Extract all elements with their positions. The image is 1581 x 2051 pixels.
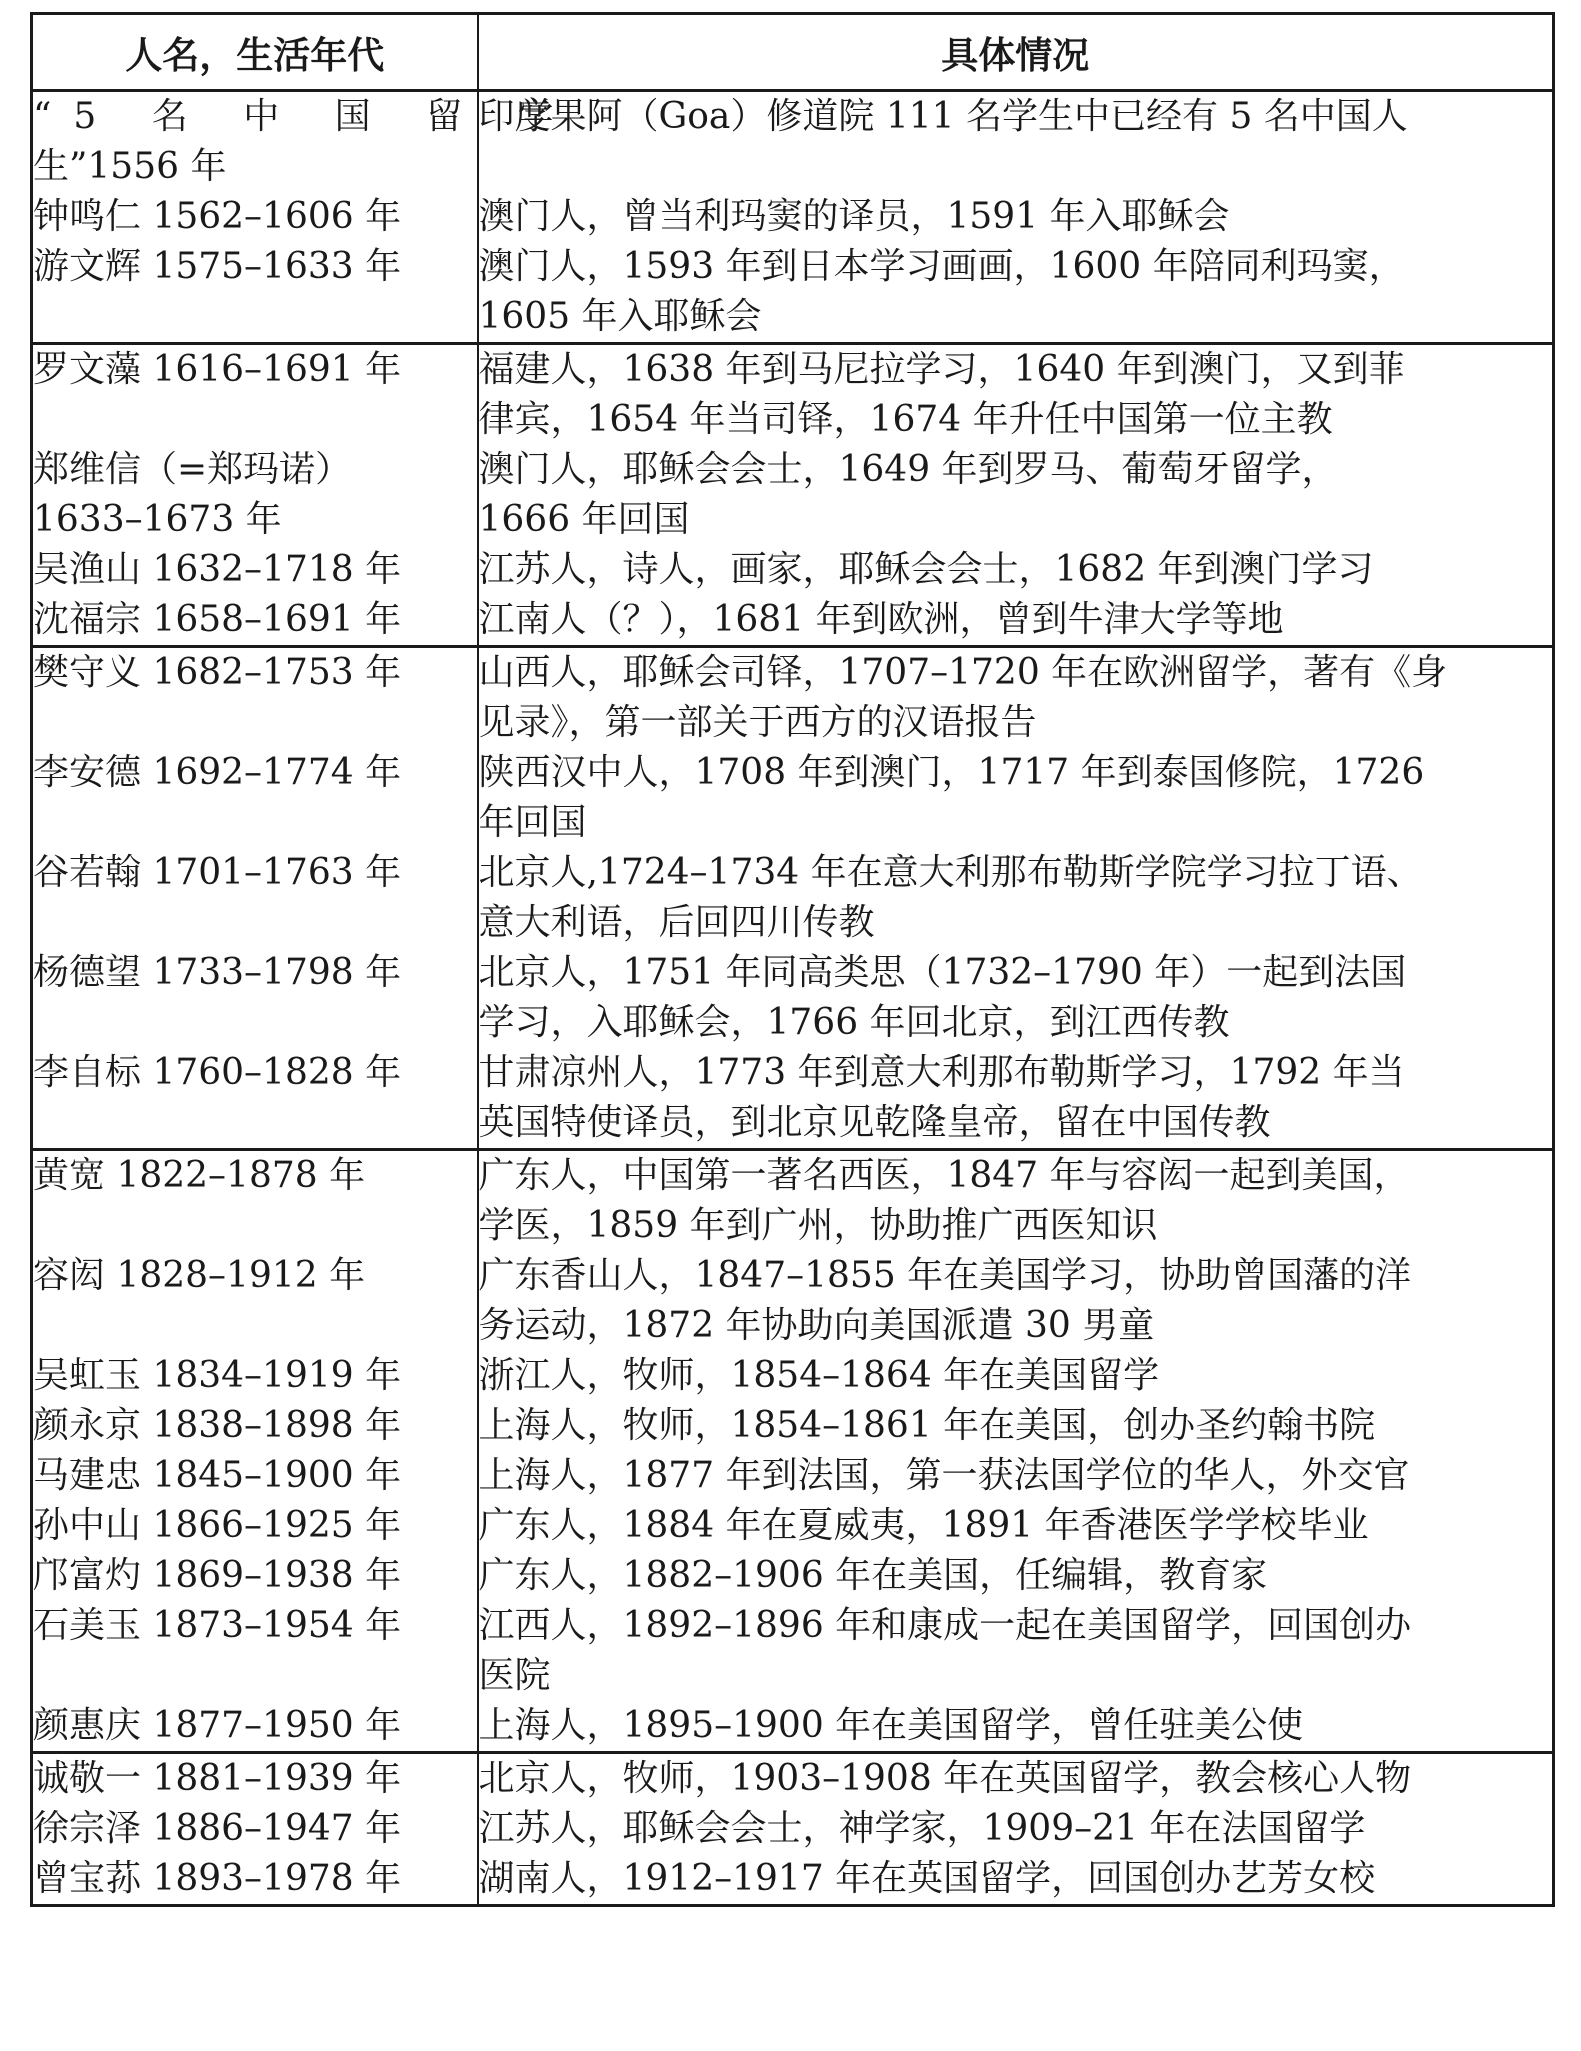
detail-line: 福建人，1638 年到马尼拉学习，1640 年到澳门，又到菲 xyxy=(478,349,1405,390)
name-line: 罗文藻 1616–1691 年 xyxy=(33,349,402,390)
name-line xyxy=(33,898,477,948)
name-line xyxy=(33,1201,477,1251)
table-row-group-3 xyxy=(32,647,1554,1150)
header-details: 具体情况 xyxy=(478,14,1554,91)
names-cell xyxy=(32,344,478,647)
detail-line: 陕西汉中人，1708 年到澳门，1717 年到泰国修院，1726 xyxy=(478,752,1425,793)
detail-line: 浙江人，牧师，1854–1864 年在美国留学 xyxy=(478,1355,1160,1396)
name-line xyxy=(33,292,477,342)
name-line: 黄宽 1822–1878 年 xyxy=(33,1155,366,1196)
detail-line: 1605 年入耶稣会 xyxy=(478,296,762,337)
detail-line: 学习，入耶稣会，1766 年回北京，到江西传教 xyxy=(478,1002,1230,1043)
name-line: 吴渔山 1632–1718 年 xyxy=(33,549,402,590)
name-line: 吴虹玉 1834–1919 年 xyxy=(33,1355,402,1396)
detail-line: 印度果阿（Goa）修道院 111 名学生中已经有 5 名中国人 xyxy=(478,96,1408,137)
name-line: 杨德望 1733–1798 年 xyxy=(33,952,402,993)
detail-line: 江南人（？），1681 年到欧洲，曾到牛津大学等地 xyxy=(478,599,1284,640)
name-line xyxy=(33,395,477,445)
name-line: 石美玉 1873–1954 年 xyxy=(33,1605,402,1646)
name-line xyxy=(33,798,477,848)
header-person-era: 人名，生活年代 xyxy=(32,14,478,91)
name-line: 李自标 1760–1828 年 xyxy=(33,1052,402,1093)
detail-line: 年回国 xyxy=(478,802,587,843)
details-cell xyxy=(478,1150,1554,1753)
table-row-group-1 xyxy=(32,91,1554,344)
table-row-group-4 xyxy=(32,1150,1554,1753)
name-line: 邝富灼 1869–1938 年 xyxy=(33,1555,402,1596)
name-line xyxy=(33,1301,477,1351)
detail-line: 山西人，耶稣会司铎，1707–1720 年在欧洲留学，著有《身 xyxy=(478,652,1448,693)
detail-line: 广东人，1882–1906 年在美国，任编辑，教育家 xyxy=(478,1555,1268,1596)
table-row-group-5 xyxy=(32,1753,1554,1906)
name-line: 生”1556 年 xyxy=(33,146,227,187)
detail-line: 澳门人，1593 年到日本学习画画，1600 年陪同利玛窦， xyxy=(478,246,1405,287)
table-row-group-2 xyxy=(32,344,1554,647)
detail-line: 甘肃凉州人，1773 年到意大利那布勒斯学习，1792 年当 xyxy=(478,1052,1405,1093)
detail-line: 学医，1859 年到广州，协助推广西医知识 xyxy=(478,1205,1158,1246)
detail-line: 上海人，1895–1900 年在美国留学，曾任驻美公使 xyxy=(478,1705,1304,1746)
detail-line: 1666 年回国 xyxy=(478,499,690,540)
detail-line: 北京人，牧师，1903–1908 年在英国留学，教会核心人物 xyxy=(478,1758,1412,1799)
detail-line: 医院 xyxy=(478,1655,551,1696)
detail-line: 见录》，第一部关于西方的汉语报告 xyxy=(478,702,1037,743)
detail-line: 江西人，1892–1896 年和康成一起在美国留学，回国创办 xyxy=(478,1605,1412,1646)
detail-line: 澳门人，耶稣会会士，1649 年到罗马、葡萄牙留学， xyxy=(478,449,1338,490)
details-cell xyxy=(478,344,1554,647)
name-line: 容闳 1828–1912 年 xyxy=(33,1255,366,1296)
detail-line: 上海人，1877 年到法国，第一获法国学位的华人，外交官 xyxy=(478,1455,1410,1496)
detail-line: 湖南人，1912–1917 年在英国留学，回国创办艺芳女校 xyxy=(478,1858,1376,1899)
detail-line: 江苏人，诗人，画家，耶稣会会士，1682 年到澳门学习 xyxy=(478,549,1374,590)
name-line: 颜惠庆 1877–1950 年 xyxy=(33,1705,402,1746)
names-cell xyxy=(32,1753,478,1906)
name-line: 钟鸣仁 1562–1606 年 xyxy=(33,196,402,237)
name-line: 马建忠 1845–1900 年 xyxy=(33,1455,402,1496)
detail-line: 澳门人，曾当利玛窦的译员，1591 年入耶稣会 xyxy=(478,196,1230,237)
name-line xyxy=(33,1098,477,1148)
detail-line: 北京人,1724–1734 年在意大利那布勒斯学院学习拉丁语、 xyxy=(478,852,1423,893)
names-cell xyxy=(32,647,478,1150)
name-line: 郑维信（=郑玛诺） xyxy=(33,449,352,490)
details-cell xyxy=(478,1753,1554,1906)
name-line: 诚敬一 1881–1939 年 xyxy=(33,1758,402,1799)
name-line: 谷若翰 1701–1763 年 xyxy=(33,852,402,893)
name-line: 曾宝荪 1893–1978 年 xyxy=(33,1858,402,1899)
name-line: 樊守义 1682–1753 年 xyxy=(33,652,402,693)
detail-line: 北京人，1751 年同高类思（1732–1790 年）一起到法国 xyxy=(478,952,1407,993)
name-line: 游文辉 1575–1633 年 xyxy=(33,246,402,287)
name-line xyxy=(33,698,477,748)
name-line: 1633–1673 年 xyxy=(33,499,282,540)
detail-line: 意大利语，后回四川传教 xyxy=(478,902,875,943)
detail-line: 广东人，中国第一著名西医，1847 年与容闳一起到美国， xyxy=(478,1155,1410,1196)
detail-line xyxy=(479,142,1553,192)
names-cell xyxy=(32,1150,478,1753)
detail-line: 上海人，牧师，1854–1861 年在美国，创办圣约翰书院 xyxy=(478,1405,1376,1446)
name-line: 沈福宗 1658–1691 年 xyxy=(33,599,402,640)
name-line: 李安德 1692–1774 年 xyxy=(33,752,402,793)
details-cell xyxy=(478,91,1554,344)
name-line: “5 名 中 国 留 学 xyxy=(33,96,576,137)
detail-line: 广东人，1884 年在夏威夷，1891 年香港医学学校毕业 xyxy=(478,1505,1369,1546)
detail-line: 英国特使译员，到北京见乾隆皇帝，留在中国传教 xyxy=(478,1102,1271,1143)
detail-line: 律宾，1654 年当司铎，1674 年升任中国第一位主教 xyxy=(478,399,1333,440)
name-line: 孙中山 1866–1925 年 xyxy=(33,1505,402,1546)
header-row xyxy=(32,14,1554,91)
name-line: 颜永京 1838–1898 年 xyxy=(33,1405,402,1446)
detail-line: 务运动，1872 年协助向美国派遣 30 男童 xyxy=(478,1305,1155,1346)
detail-line: 广东香山人，1847–1855 年在美国学习，协助曾国藩的洋 xyxy=(478,1255,1412,1296)
names-cell xyxy=(32,91,576,344)
detail-line: 江苏人，耶稣会会士，神学家，1909–21 年在法国留学 xyxy=(478,1808,1366,1849)
details-cell xyxy=(478,647,1554,1150)
name-line xyxy=(33,1651,477,1701)
name-line xyxy=(33,998,477,1048)
overseas-students-table xyxy=(30,12,1555,1907)
name-line: 徐宗泽 1886–1947 年 xyxy=(33,1808,402,1849)
